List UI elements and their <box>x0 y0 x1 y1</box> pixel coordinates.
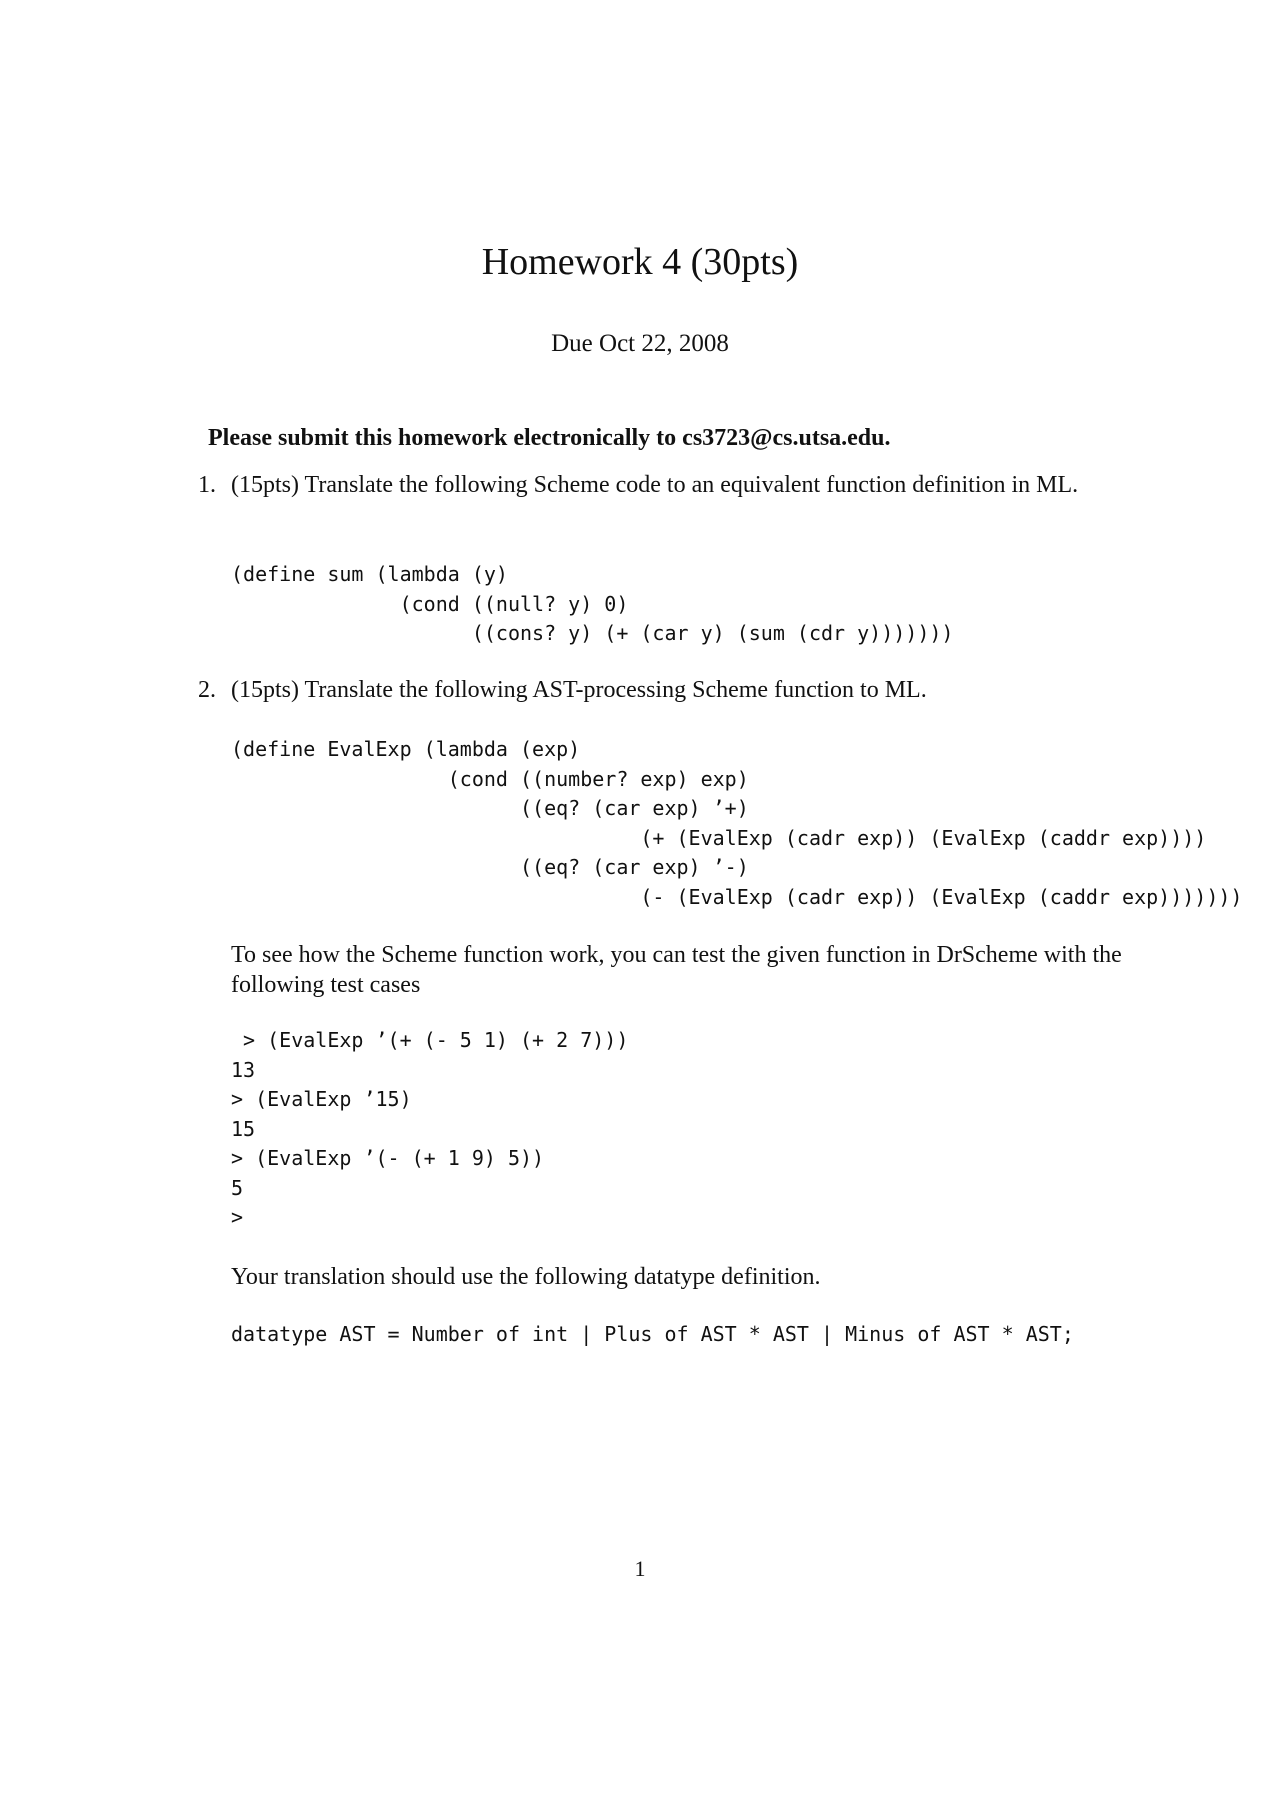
question-1-scheme-code <box>231 560 953 649</box>
code-line: datatype AST = Number of int | Plus of AST * AST | Minus of AST * AST; <box>231 1322 1074 1346</box>
transcript-line: 5 <box>231 1175 244 1200</box>
test-cases-transcript <box>231 1026 628 1233</box>
question-2-number: 2. <box>198 677 216 703</box>
code-line: (cond ((null? y) 0) <box>231 591 629 616</box>
code-line: (- (EvalExp (cadr exp)) (EvalExp (caddr exp))))))) <box>231 884 1243 909</box>
transcript-line: 15 <box>231 1116 256 1141</box>
code-line: (define sum (lambda (y) <box>231 562 508 586</box>
datatype-definition-code <box>231 1320 1074 1350</box>
transcript-line: > (EvalExp ’(+ (- 5 1) (+ 2 7))) <box>231 1028 629 1052</box>
transcript-line: > (EvalExp ’15) <box>231 1087 412 1111</box>
code-line: ((eq? (car exp) ’-) <box>231 855 749 879</box>
submission-instructions: Please submit this homework electronically to cs3723@cs.utsa.edu. <box>208 425 891 451</box>
code-line: (+ (EvalExp (cadr exp)) (EvalExp (caddr exp)))) <box>231 825 1207 850</box>
code-line: (cond ((number? exp) exp) <box>231 766 749 791</box>
test-intro-paragraph: To see how the Scheme function work, you can test the given function in DrScheme with the following test cases <box>231 942 1122 998</box>
question-2-scheme-code <box>231 735 1242 912</box>
transcript-line: > (EvalExp ’(- (+ 1 9) 5)) <box>231 1146 545 1170</box>
document-title: Homework 4 (30pts) <box>481 241 799 283</box>
code-line: ((cons? y) (+ (car y) (sum (cdr y))))))) <box>231 621 954 645</box>
transcript-line: > <box>231 1205 244 1229</box>
question-2-text: (15pts) Translate the following AST-processing Scheme function to ML. <box>231 677 927 703</box>
due-date: Due Oct 22, 2008 <box>551 330 729 357</box>
page-number: 1 <box>634 1556 646 1581</box>
question-1-text: (15pts) Translate the following Scheme code to an equivalent function definition in ML. <box>231 472 1079 498</box>
code-line: ((eq? (car exp) ’+) <box>231 796 749 820</box>
question-1-number: 1. <box>198 472 216 498</box>
transcript-line: 13 <box>231 1057 256 1082</box>
datatype-intro-paragraph: Your translation should use the following datatype definition. <box>231 1264 821 1290</box>
code-line: (define EvalExp (lambda (exp) <box>231 737 581 761</box>
